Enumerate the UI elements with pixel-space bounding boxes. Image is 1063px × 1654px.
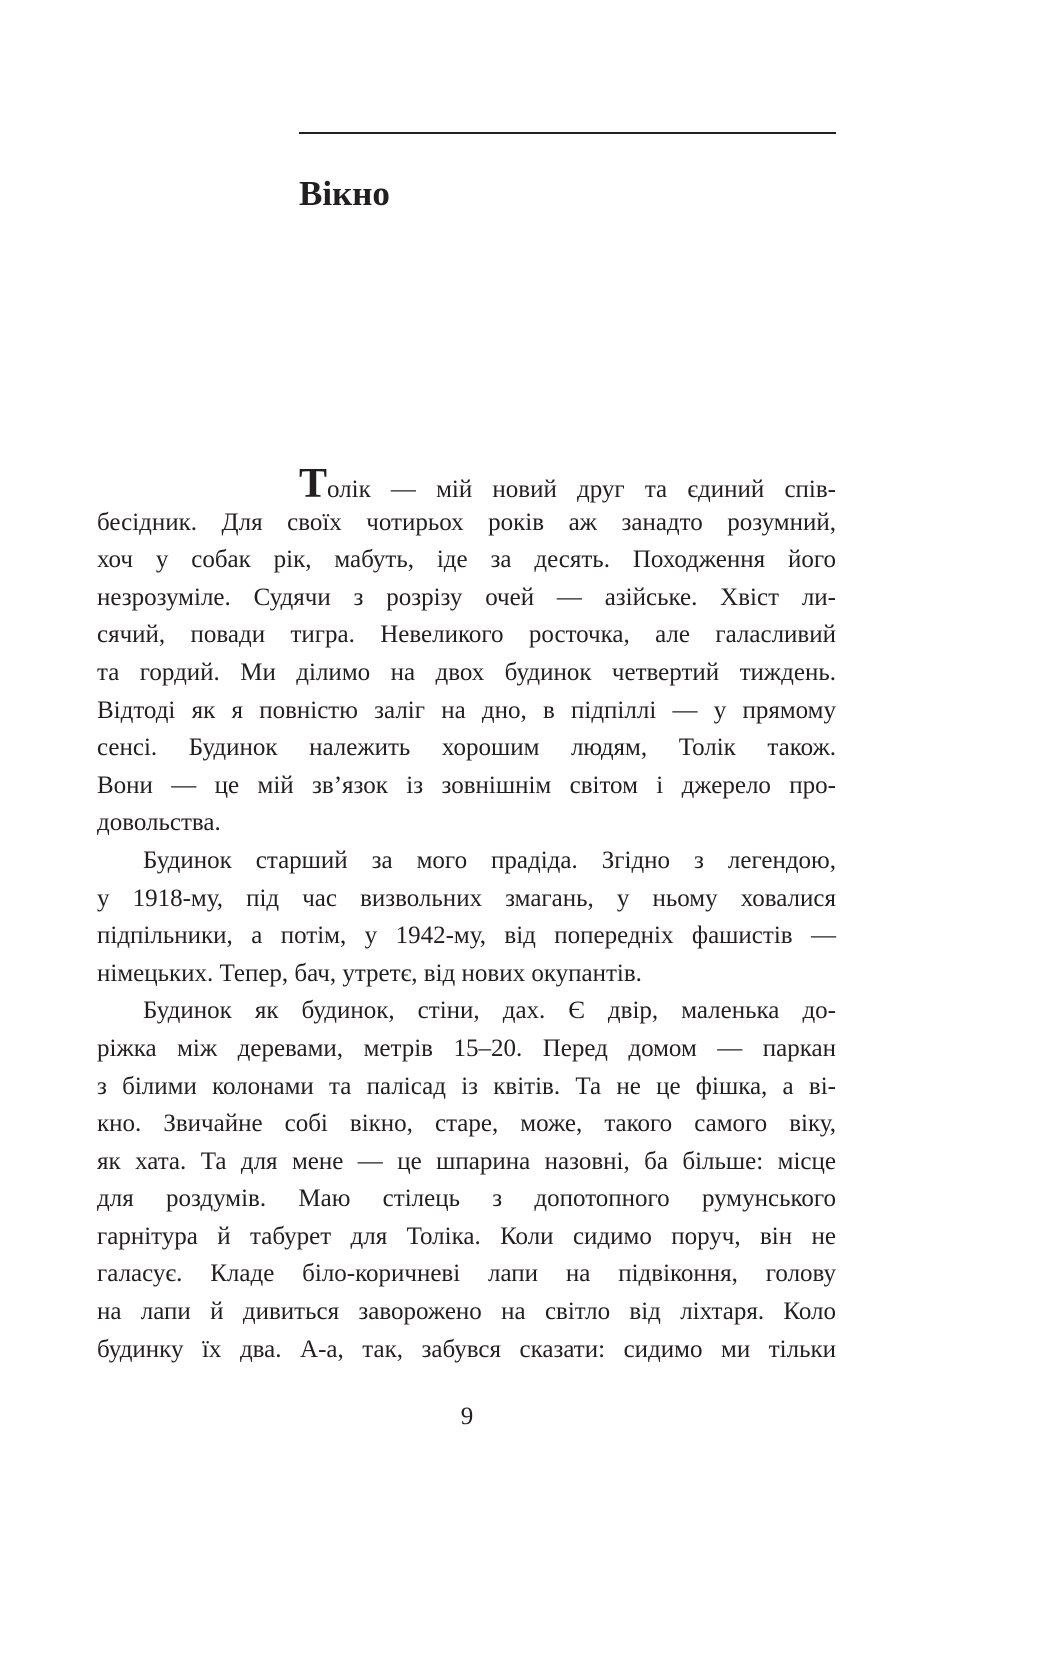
chapter-rule <box>299 132 836 134</box>
text-line: довольства. <box>97 809 221 837</box>
text-line: Будинок як будинок, стіни, дах. Є двір, маленька до- <box>143 997 836 1025</box>
text-line: у 1918-му, під час визвольних змагань, у ньому ховалися <box>97 884 836 912</box>
text-line: Відтоді як я повністю заліг на дно, в підпіллі — у прямому <box>97 696 836 724</box>
text-line: гарнітура й табурет для Толіка. Коли сидимо поруч, він не <box>97 1222 836 1250</box>
text-line: хоч у собак рік, мабуть, іде за десять. Походження його <box>97 546 836 574</box>
drop-cap: Т <box>299 461 328 507</box>
text-line: з білими колонами та палісад із квітів. Та не це фішка, а ві- <box>97 1072 836 1100</box>
text-line: сячий, повади тигра. Невеликого росточка, але галасливий <box>97 621 836 649</box>
text-line: як хата. Та для мене — це шпарина назовні, ба більше: місце <box>97 1147 836 1175</box>
text-line: Вони — це мій зв’язок із зовнішнім світом і джерело про- <box>97 771 836 799</box>
chapter-title: Вікно <box>299 174 390 213</box>
text-line: бесідник. Для своїх чотирьох років аж занадто розумний, <box>97 508 836 536</box>
text-line: Будинок старший за мого прадіда. Згідно з легендою, <box>143 846 836 874</box>
chapter-body <box>97 461 836 1368</box>
text-line: підпільники, а потім, у 1942-му, від попередніх фашистів — <box>97 922 836 950</box>
text-line: та гордий. Ми ділимо на двох будинок четвертий тиждень. <box>97 658 836 686</box>
text-line: незрозуміле. Судячи з розрізу очей — азійське. Хвіст ли- <box>97 583 836 611</box>
text-line: будинку їх два. А-а, так, забувся сказати: сидимо ми тільки <box>97 1335 836 1363</box>
page-number: 9 <box>460 1403 474 1430</box>
text-line: олік — мій новий друг та єдиний спів- <box>327 476 836 503</box>
text-line: сенсі. Будинок належить хорошим людям, Толік також. <box>97 734 836 762</box>
text-line: галасує. Кладе біло-коричневі лапи на підвіконня, голову <box>97 1260 836 1288</box>
text-line: ріжка між деревами, метрів 15–20. Перед домом — паркан <box>97 1034 836 1062</box>
text-line-first <box>97 461 836 507</box>
text-line: кно. Звичайне собі вікно, старе, може, такого самого віку, <box>97 1110 836 1138</box>
text-line: на лапи й дивиться заворожено на світло від ліхтаря. Коло <box>97 1298 836 1326</box>
text-line: для роздумів. Маю стілець з допотопного румунського <box>97 1185 836 1213</box>
text-line: німецьких. Тепер, бач, утретє, від нових окупантів. <box>97 959 642 987</box>
